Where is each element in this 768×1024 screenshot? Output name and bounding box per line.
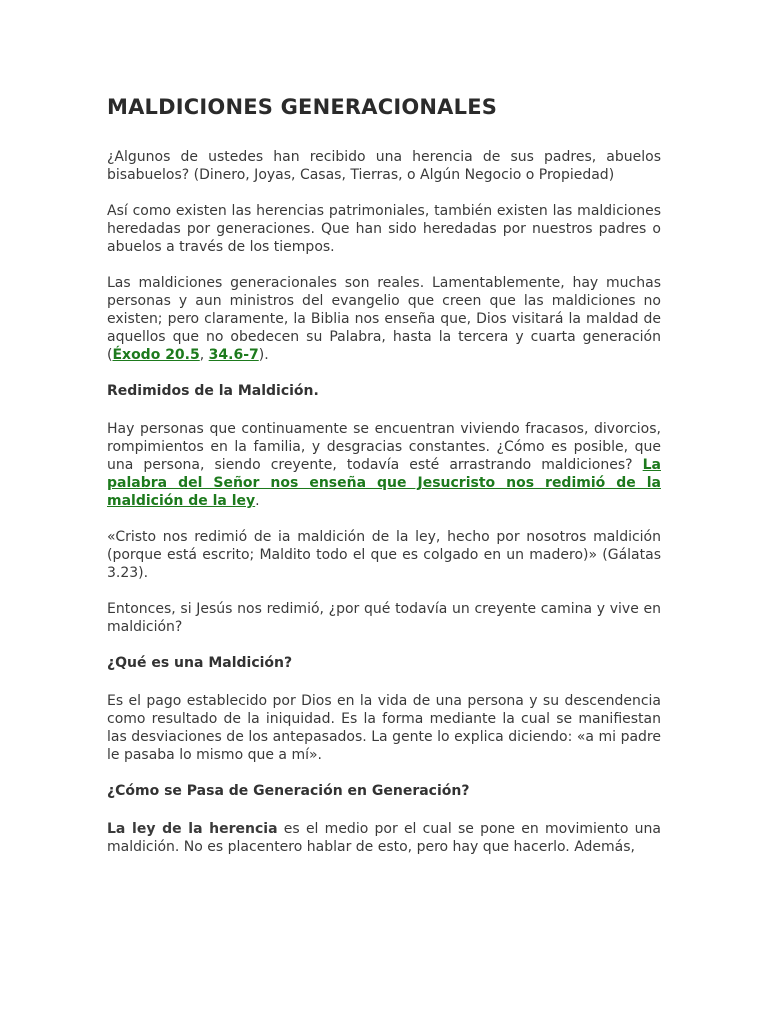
paragraph-entonces: Entonces, si Jesús nos redimió, ¿por qué todavía un creyente camina y vive en maldición? (107, 601, 661, 635)
bold-term: La ley de la herencia (107, 821, 278, 837)
paragraph-text: Las maldiciones generacionales son reales. Lamentablemente, hay muchas personas y aun ministros del evangelio que creen que las maldiciones no existen; pero claramente, la Biblia nos enseña que, Dios visitará la maldad de aquellos que no obedecen su Palabra, hasta la tercera y cuarta generación ( (107, 275, 661, 363)
link-separator: , (199, 347, 209, 363)
paragraph-ley-herencia (107, 820, 661, 856)
paragraph-text: es el medio por el cual se pone en movimiento una maldición. No es placentero hablar de esto, pero hay que hacerlo. Además, (107, 821, 661, 855)
link-34-6-7[interactable]: 34.6-7 (208, 347, 259, 363)
document-title: MALDICIONES GENERACIONALES (107, 95, 498, 119)
heading-como-se-pasa: ¿Cómo se Pasa de Generación en Generación? (107, 783, 470, 799)
paragraph-quote-galatas: «Cristo nos redimió de ia maldición de la ley, hecho por nosotros maldición (porque está escrito; Maldito todo el que es colgado en un madero)» (Gálatas 3.23). (107, 529, 661, 581)
paragraph-text: Hay personas que continuamente se encuentran viviendo fracasos, divorcios, rompimientos en la familia, y desgracias constantes. ¿Cómo es posible, que una persona, siendo creyente, todavía esté arrastrando maldiciones? (107, 421, 661, 473)
paragraph-fracasos (107, 420, 661, 510)
paragraph-end: . (255, 493, 260, 509)
heading-redimidos: Redimidos de la Maldición. (107, 383, 319, 399)
link-exodo-20-5[interactable]: Éxodo 20.5 (112, 347, 200, 363)
paragraph-pago-establecido: Es el pago establecido por Dios en la vida de una persona y su descendencia como resultado de la iniquidad. Es la forma mediante la cual se manifiestan las desviaciones de los antepasados. La gente lo explica diciendo: «a mi padre le pasaba lo mismo que a mí». (107, 693, 661, 763)
paragraph-end: ). (258, 347, 269, 363)
paragraph-maldiciones-reales (107, 274, 661, 364)
link-palabra-del-senor[interactable]: La palabra del Señor nos enseña que Jesucristo nos redimió de la maldición de la ley (107, 457, 661, 509)
paragraph-herencia-question: ¿Algunos de ustedes han recibido una herencia de sus padres, abuelos bisabuelos? (Dinero, Joyas, Casas, Tierras, o Algún Negocio o Propiedad) (107, 149, 661, 183)
paragraph-herencias-patrimoniales: Así como existen las herencias patrimoniales, también existen las maldiciones heredadas por generaciones. Que han sido heredadas por nuestros padres o abuelos a través de los tiempos. (107, 203, 661, 255)
heading-que-es-maldicion: ¿Qué es una Maldición? (107, 655, 293, 671)
